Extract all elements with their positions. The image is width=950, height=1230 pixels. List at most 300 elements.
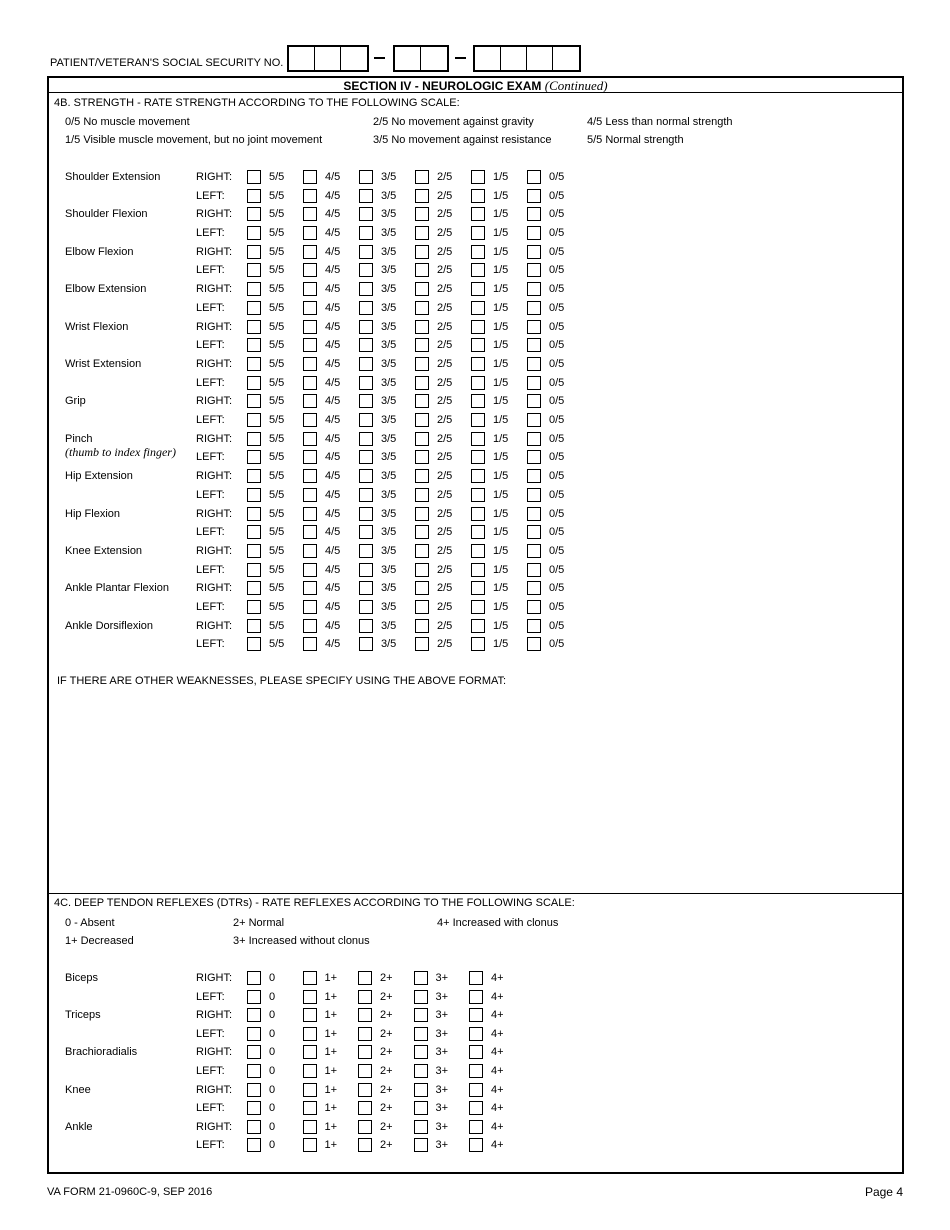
section-continued: (Continued) [544, 78, 608, 93]
rating-checkbox[interactable] [247, 469, 261, 483]
rating-checkbox[interactable] [247, 282, 261, 296]
rating-checkbox[interactable] [415, 320, 429, 334]
rating-checkbox[interactable] [527, 338, 541, 352]
rating-checkbox[interactable] [359, 619, 373, 633]
rating-checkbox[interactable] [303, 170, 317, 184]
rating-checkbox[interactable] [303, 1101, 317, 1115]
rating-checkbox[interactable] [303, 990, 317, 1004]
rating-option-label: 0/5 [549, 301, 565, 314]
rating-checkbox[interactable] [527, 469, 541, 483]
rating-checkbox[interactable] [358, 971, 372, 985]
rating-checkbox[interactable] [247, 413, 261, 427]
rating-checkbox[interactable] [469, 990, 483, 1004]
rating-checkbox[interactable] [471, 338, 485, 352]
rating-checkbox[interactable] [471, 544, 485, 558]
rating-checkbox[interactable] [527, 450, 541, 464]
rating-checkbox[interactable] [471, 619, 485, 633]
rating-checkbox[interactable] [471, 413, 485, 427]
rating-checkbox[interactable] [415, 189, 429, 203]
rating-option-label: 0/5 [549, 320, 565, 333]
rating-checkbox[interactable] [247, 226, 261, 240]
rating-checkbox[interactable] [303, 376, 317, 390]
rating-option-label: 1/5 [493, 226, 509, 239]
rating-checkbox[interactable] [303, 394, 317, 408]
ssn-digit-box[interactable] [315, 47, 341, 70]
rating-checkbox[interactable] [471, 469, 485, 483]
rating-checkbox[interactable] [527, 282, 541, 296]
ssn-digit-box[interactable] [421, 47, 447, 70]
rating-option-label: 4/5 [325, 171, 341, 183]
section-divider [49, 893, 902, 894]
rating-option-label: 4+ [491, 1083, 504, 1096]
rating-checkbox[interactable] [415, 637, 429, 651]
rating-checkbox[interactable] [247, 525, 261, 539]
rating-checkbox[interactable] [358, 990, 372, 1004]
rating-checkbox[interactable] [471, 282, 485, 296]
rating-checkbox[interactable] [359, 394, 373, 408]
rating-checkbox[interactable] [527, 563, 541, 577]
rating-option-label: 5/5 [269, 245, 285, 258]
rating-checkbox[interactable] [471, 301, 485, 315]
rating-option-label: 0/5 [549, 413, 565, 426]
left-side-label: LEFT: [196, 413, 225, 426]
rating-option-label: 1/5 [493, 264, 509, 277]
rating-option-label: 2/5 [437, 563, 453, 576]
ssn-digit-box[interactable] [527, 47, 553, 70]
rating-checkbox[interactable] [415, 263, 429, 277]
rating-option-label: 0/5 [549, 638, 565, 651]
rating-checkbox[interactable] [415, 226, 429, 240]
rating-checkbox[interactable] [469, 1138, 483, 1152]
rating-checkbox[interactable] [527, 581, 541, 595]
rating-option-label: 0/5 [549, 264, 565, 277]
rating-checkbox[interactable] [247, 1027, 261, 1041]
rating-checkbox[interactable] [247, 990, 261, 1004]
rating-option-label: 4+ [491, 1064, 504, 1077]
rating-option-label: 1/5 [493, 563, 509, 576]
rating-option-label: 3/5 [381, 320, 397, 333]
reflex-scale-0: 0 - Absent [65, 917, 115, 929]
rating-checkbox[interactable] [527, 263, 541, 277]
rating-checkbox[interactable] [247, 544, 261, 558]
rating-checkbox[interactable] [358, 1008, 372, 1022]
rating-checkbox[interactable] [415, 525, 429, 539]
rating-checkbox[interactable] [527, 525, 541, 539]
rating-checkbox[interactable] [359, 450, 373, 464]
rating-checkbox[interactable] [469, 1027, 483, 1041]
rating-option-label: 3/5 [381, 545, 397, 557]
rating-option-label: 2/5 [437, 488, 453, 501]
ssn-field-serial[interactable] [473, 45, 581, 72]
rating-checkbox[interactable] [247, 338, 261, 352]
rating-option-label: 2/5 [437, 507, 453, 520]
rating-checkbox[interactable] [415, 207, 429, 221]
rating-option-label: 3/5 [381, 171, 397, 183]
rating-checkbox[interactable] [415, 450, 429, 464]
rating-checkbox[interactable] [247, 581, 261, 595]
rating-checkbox[interactable] [527, 544, 541, 558]
rating-checkbox[interactable] [303, 488, 317, 502]
rating-option-label: 3/5 [381, 264, 397, 277]
rating-checkbox[interactable] [247, 563, 261, 577]
rating-checkbox[interactable] [527, 394, 541, 408]
rating-checkbox[interactable] [303, 357, 317, 371]
rating-checkbox[interactable] [359, 563, 373, 577]
rating-checkbox[interactable] [303, 1138, 317, 1152]
rating-checkbox[interactable] [527, 619, 541, 633]
rating-checkbox[interactable] [247, 1064, 261, 1078]
rating-option-label: 2/5 [437, 171, 453, 183]
rating-checkbox[interactable] [469, 1101, 483, 1115]
rating-checkbox[interactable] [359, 320, 373, 334]
rating-option-label: 4/5 [325, 301, 341, 314]
rating-option-label: 1/5 [493, 470, 509, 483]
rating-checkbox[interactable] [415, 619, 429, 633]
rating-checkbox[interactable] [359, 170, 373, 184]
rating-checkbox[interactable] [469, 1045, 483, 1059]
rating-option-label: 3/5 [381, 432, 397, 445]
item-label: Knee [65, 1083, 91, 1096]
rating-checkbox[interactable] [359, 581, 373, 595]
rating-checkbox[interactable] [471, 600, 485, 614]
rating-checkbox[interactable] [527, 488, 541, 502]
rating-option-label: 2/5 [437, 208, 453, 221]
item-label: Knee Extension [65, 545, 143, 557]
rating-checkbox[interactable] [359, 338, 373, 352]
rating-option-label: 4/5 [325, 563, 341, 576]
rating-checkbox[interactable] [527, 207, 541, 221]
right-side-label: RIGHT: [196, 208, 233, 221]
rating-checkbox[interactable] [414, 1027, 428, 1041]
rating-option-label: 0/5 [549, 470, 565, 483]
rating-checkbox[interactable] [527, 301, 541, 315]
rating-checkbox[interactable] [247, 432, 261, 446]
rating-checkbox[interactable] [414, 1138, 428, 1152]
rating-option-label: 3/5 [381, 395, 397, 408]
rating-checkbox[interactable] [471, 563, 485, 577]
item-label: Biceps [65, 972, 99, 984]
rating-option-label: 4/5 [325, 507, 341, 520]
rating-checkbox[interactable] [415, 376, 429, 390]
rating-option-label: 3/5 [381, 638, 397, 651]
rating-checkbox[interactable] [359, 189, 373, 203]
rating-checkbox[interactable] [415, 357, 429, 371]
rating-checkbox[interactable] [247, 263, 261, 277]
rating-option-label: 0/5 [549, 283, 565, 296]
rating-checkbox[interactable] [415, 338, 429, 352]
rating-checkbox[interactable] [359, 507, 373, 521]
rating-checkbox[interactable] [247, 637, 261, 651]
ssn-digit-box[interactable] [289, 47, 315, 70]
rating-option-label: 5/5 [269, 301, 285, 314]
rating-option-label: 2/5 [437, 395, 453, 408]
rating-checkbox[interactable] [414, 1008, 428, 1022]
rating-checkbox[interactable] [415, 282, 429, 296]
rating-checkbox[interactable] [359, 282, 373, 296]
rating-checkbox[interactable] [471, 507, 485, 521]
rating-checkbox[interactable] [247, 971, 261, 985]
rating-checkbox[interactable] [415, 432, 429, 446]
rating-checkbox[interactable] [303, 1120, 317, 1134]
rating-checkbox[interactable] [303, 189, 317, 203]
rating-checkbox[interactable] [359, 432, 373, 446]
rating-option-label: 1+ [324, 1120, 338, 1133]
rating-checkbox[interactable] [414, 1101, 428, 1115]
rating-checkbox[interactable] [527, 189, 541, 203]
reflex-scale-3: 3+ Increased without clonus [233, 935, 370, 947]
rating-option-label: 3/5 [381, 470, 397, 483]
rating-option-label: 5/5 [269, 619, 285, 632]
rating-checkbox[interactable] [415, 488, 429, 502]
rating-checkbox[interactable] [415, 301, 429, 315]
rating-checkbox[interactable] [247, 1008, 261, 1022]
rating-checkbox[interactable] [247, 1045, 261, 1059]
rating-option-label: 3/5 [381, 413, 397, 426]
rating-checkbox[interactable] [415, 245, 429, 259]
rating-option-label: 5/5 [269, 526, 285, 539]
rating-checkbox[interactable] [247, 245, 261, 259]
rating-checkbox[interactable] [247, 600, 261, 614]
rating-checkbox[interactable] [414, 971, 428, 985]
rating-checkbox[interactable] [303, 338, 317, 352]
rating-checkbox[interactable] [303, 1045, 317, 1059]
rating-checkbox[interactable] [247, 1138, 261, 1152]
rating-option-label: 2/5 [437, 526, 453, 539]
ssn-field-group[interactable] [393, 45, 449, 72]
rating-checkbox[interactable] [469, 1120, 483, 1134]
ssn-digit-box[interactable] [475, 47, 501, 70]
rating-checkbox[interactable] [303, 563, 317, 577]
rating-option-label: 2/5 [437, 339, 453, 352]
rating-checkbox[interactable] [303, 581, 317, 595]
rating-checkbox[interactable] [303, 637, 317, 651]
item-label: Wrist Extension [65, 358, 142, 370]
rating-checkbox[interactable] [303, 413, 317, 427]
rating-checkbox[interactable] [303, 1027, 317, 1041]
rating-option-label: 4/5 [325, 358, 341, 370]
rating-option-label: 4/5 [325, 395, 341, 408]
ssn-field-area[interactable] [287, 45, 369, 72]
rating-option-label: 2/5 [437, 619, 453, 632]
rating-option-label: 2/5 [437, 301, 453, 314]
item-label: Brachioradialis [65, 1046, 138, 1059]
rating-checkbox[interactable] [303, 301, 317, 315]
item-sublabel: (thumb to index finger) [65, 444, 176, 459]
rating-checkbox[interactable] [303, 282, 317, 296]
ssn-separator [455, 57, 466, 59]
rating-checkbox[interactable] [247, 450, 261, 464]
rating-checkbox[interactable] [415, 563, 429, 577]
ssn-digit-box[interactable] [395, 47, 421, 70]
rating-checkbox[interactable] [303, 619, 317, 633]
rating-checkbox[interactable] [527, 413, 541, 427]
rating-checkbox[interactable] [415, 413, 429, 427]
rating-checkbox[interactable] [471, 432, 485, 446]
rating-checkbox[interactable] [303, 263, 317, 277]
rating-checkbox[interactable] [527, 637, 541, 651]
rating-checkbox[interactable] [303, 320, 317, 334]
rating-checkbox[interactable] [471, 189, 485, 203]
rating-checkbox[interactable] [471, 637, 485, 651]
rating-checkbox[interactable] [359, 413, 373, 427]
rating-checkbox[interactable] [469, 1083, 483, 1097]
rating-option-label: 2/5 [437, 638, 453, 651]
rating-checkbox[interactable] [469, 971, 483, 985]
rating-checkbox[interactable] [415, 394, 429, 408]
rating-checkbox[interactable] [527, 376, 541, 390]
rating-option-label: 0 [269, 972, 276, 984]
rating-checkbox[interactable] [471, 207, 485, 221]
rating-checkbox[interactable] [471, 525, 485, 539]
rating-checkbox[interactable] [247, 488, 261, 502]
rating-checkbox[interactable] [359, 207, 373, 221]
left-side-label: LEFT: [196, 563, 225, 576]
rating-checkbox[interactable] [303, 450, 317, 464]
rating-checkbox[interactable] [303, 432, 317, 446]
rating-checkbox[interactable] [527, 507, 541, 521]
rating-checkbox[interactable] [414, 1045, 428, 1059]
rating-checkbox[interactable] [415, 170, 429, 184]
rating-checkbox[interactable] [358, 1101, 372, 1115]
rating-checkbox[interactable] [471, 376, 485, 390]
rating-checkbox[interactable] [415, 600, 429, 614]
rating-checkbox[interactable] [471, 170, 485, 184]
rating-checkbox[interactable] [359, 469, 373, 483]
rating-checkbox[interactable] [247, 376, 261, 390]
rating-option-label: 3+ [435, 1046, 449, 1059]
rating-checkbox[interactable] [358, 1064, 372, 1078]
rating-checkbox[interactable] [471, 394, 485, 408]
rating-checkbox[interactable] [469, 1008, 483, 1022]
rating-checkbox[interactable] [247, 207, 261, 221]
rating-checkbox[interactable] [303, 207, 317, 221]
ssn-digit-box[interactable] [501, 47, 527, 70]
rating-checkbox[interactable] [303, 1064, 317, 1078]
rating-checkbox[interactable] [303, 600, 317, 614]
rating-checkbox[interactable] [414, 1064, 428, 1078]
rating-option-label: 3/5 [381, 563, 397, 576]
rating-checkbox[interactable] [247, 619, 261, 633]
rating-checkbox[interactable] [527, 357, 541, 371]
rating-checkbox[interactable] [303, 245, 317, 259]
rating-checkbox[interactable] [303, 469, 317, 483]
rating-option-label: 0/5 [549, 619, 565, 632]
rating-checkbox[interactable] [527, 432, 541, 446]
rating-checkbox[interactable] [471, 450, 485, 464]
rating-option-label: 2+ [380, 1009, 393, 1022]
rating-checkbox[interactable] [414, 1120, 428, 1134]
rating-option-label: 2+ [380, 1120, 393, 1133]
rating-checkbox[interactable] [527, 226, 541, 240]
ssn-digit-box[interactable] [553, 47, 579, 70]
rating-checkbox[interactable] [471, 488, 485, 502]
rating-checkbox[interactable] [303, 1008, 317, 1022]
rating-checkbox[interactable] [247, 394, 261, 408]
rating-checkbox[interactable] [303, 971, 317, 985]
rating-checkbox[interactable] [527, 320, 541, 334]
rating-checkbox[interactable] [247, 320, 261, 334]
rating-checkbox[interactable] [303, 507, 317, 521]
rating-checkbox[interactable] [247, 1101, 261, 1115]
rating-checkbox[interactable] [247, 170, 261, 184]
ssn-label: PATIENT/VETERAN'S SOCIAL SECURITY NO. [50, 57, 284, 69]
rating-checkbox[interactable] [358, 1083, 372, 1097]
rating-checkbox[interactable] [471, 320, 485, 334]
rating-checkbox[interactable] [303, 544, 317, 558]
rating-checkbox[interactable] [415, 544, 429, 558]
rating-option-label: 2/5 [437, 451, 453, 464]
rating-checkbox[interactable] [303, 525, 317, 539]
right-side-label: RIGHT: [196, 1083, 233, 1096]
rating-checkbox[interactable] [359, 544, 373, 558]
rating-checkbox[interactable] [359, 600, 373, 614]
rating-checkbox[interactable] [359, 637, 373, 651]
rating-checkbox[interactable] [247, 1083, 261, 1097]
rating-checkbox[interactable] [359, 357, 373, 371]
rating-checkbox[interactable] [358, 1027, 372, 1041]
right-side-label: RIGHT: [196, 320, 233, 333]
rating-checkbox[interactable] [414, 990, 428, 1004]
rating-checkbox[interactable] [527, 600, 541, 614]
left-side-label: LEFT: [196, 990, 225, 1003]
rating-checkbox[interactable] [359, 226, 373, 240]
rating-checkbox[interactable] [415, 469, 429, 483]
rating-option-label: 1+ [324, 1139, 338, 1152]
rating-checkbox[interactable] [471, 357, 485, 371]
strength-scale-3: 3/5 No movement against resistance [373, 134, 552, 146]
rating-checkbox[interactable] [471, 226, 485, 240]
rating-checkbox[interactable] [359, 376, 373, 390]
rating-checkbox[interactable] [358, 1120, 372, 1134]
rating-checkbox[interactable] [247, 357, 261, 371]
rating-checkbox[interactable] [358, 1138, 372, 1152]
rating-checkbox[interactable] [359, 245, 373, 259]
rating-option-label: 5/5 [269, 395, 285, 408]
rating-option-label: 4/5 [325, 189, 341, 202]
other-weaknesses-field[interactable] [57, 692, 894, 888]
rating-checkbox[interactable] [527, 170, 541, 184]
right-side-label: RIGHT: [196, 972, 233, 984]
rating-checkbox[interactable] [471, 245, 485, 259]
rating-checkbox[interactable] [359, 263, 373, 277]
rating-checkbox[interactable] [415, 507, 429, 521]
rating-option-label: 0 [269, 1009, 276, 1022]
rating-option-label: 3/5 [381, 358, 397, 370]
rating-checkbox[interactable] [415, 581, 429, 595]
rating-checkbox[interactable] [414, 1083, 428, 1097]
ssn-digit-box[interactable] [341, 47, 367, 70]
rating-checkbox[interactable] [527, 245, 541, 259]
rating-option-label: 3/5 [381, 339, 397, 352]
strength-scale-5: 5/5 Normal strength [587, 134, 684, 146]
rating-checkbox[interactable] [469, 1064, 483, 1078]
right-side-label: RIGHT: [196, 1046, 233, 1059]
rating-option-label: 2/5 [437, 358, 453, 370]
rating-checkbox[interactable] [359, 301, 373, 315]
left-side-label: LEFT: [196, 1064, 225, 1077]
rating-checkbox[interactable] [471, 581, 485, 595]
rating-checkbox[interactable] [358, 1045, 372, 1059]
rating-checkbox[interactable] [303, 1083, 317, 1097]
rating-checkbox[interactable] [303, 226, 317, 240]
rating-checkbox[interactable] [247, 1120, 261, 1134]
rating-checkbox[interactable] [359, 525, 373, 539]
rating-checkbox[interactable] [247, 189, 261, 203]
rating-checkbox[interactable] [247, 301, 261, 315]
rating-checkbox[interactable] [247, 507, 261, 521]
rating-checkbox[interactable] [471, 263, 485, 277]
rating-checkbox[interactable] [359, 488, 373, 502]
